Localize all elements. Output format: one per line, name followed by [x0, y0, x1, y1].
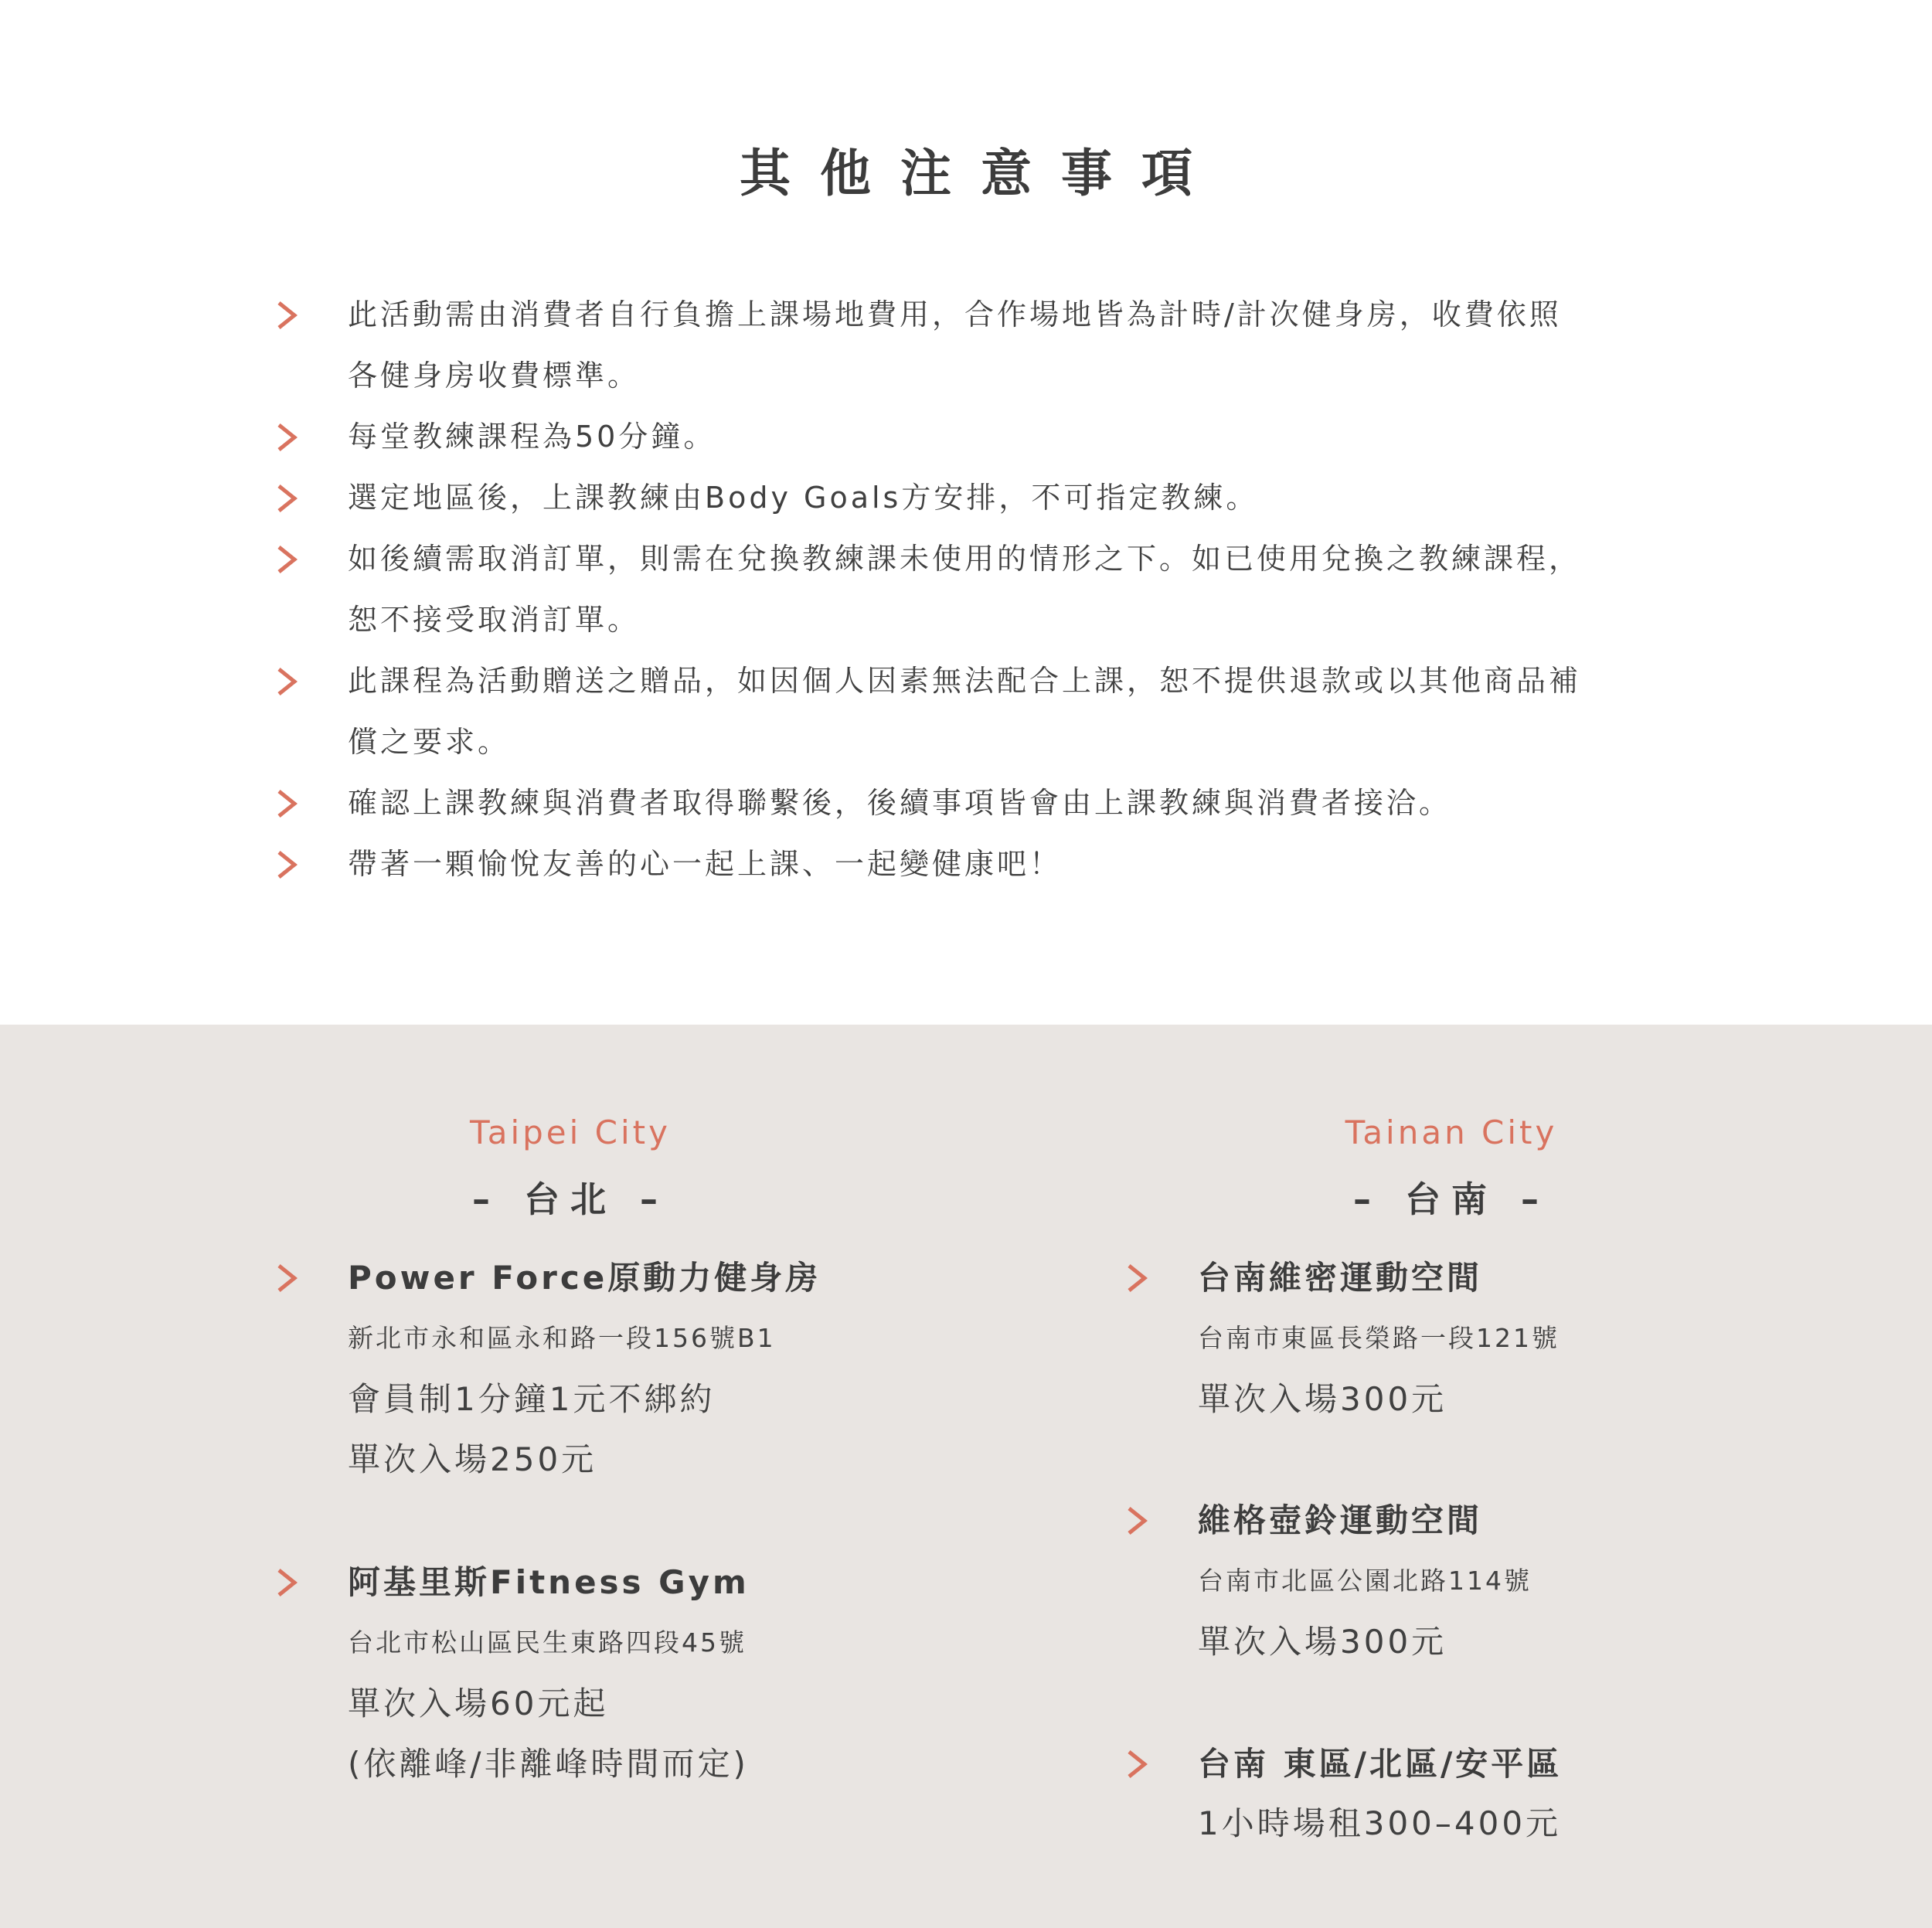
venue-price: 單次入場300元: [1198, 1380, 1447, 1418]
chevron-right-icon: [1124, 1263, 1151, 1294]
chevron-right-icon: [274, 483, 301, 514]
note-text: 帶著一顆愉悅友善的心一起上課、一起變健康吧！: [348, 847, 1063, 881]
venue-price: 1小時場租300–400元: [1198, 1804, 1562, 1842]
city-name-zh: – 台南 –: [1352, 1178, 1550, 1220]
note-item: [274, 651, 1681, 773]
venue-address: 台北市松山區民生東路四段45號: [348, 1627, 747, 1658]
note-item: [274, 529, 1681, 651]
venue-price: 會員制1分鐘1元不綁約: [348, 1380, 716, 1418]
note-text: 確認上課教練與消費者取得聯繫後，後續事項皆會由上課教練與消費者接洽。: [348, 786, 1452, 820]
venue-item: [1124, 1491, 1820, 1672]
note-text-cont: 償之要求。: [348, 725, 511, 759]
chevron-right-icon: [274, 1567, 301, 1598]
note-text: 如後續需取消訂單，則需在兌換教練課未使用的情形之下。如已使用兌換之教練課程，: [348, 542, 1582, 576]
venue-address: 新北市永和區永和路一段156號B1: [348, 1323, 776, 1353]
venue-item: [1124, 1735, 1820, 1854]
venue-item: [274, 1553, 970, 1794]
venue-name: 台南 東區/北區/安平區: [1198, 1745, 1563, 1783]
venue-name: 維格壺鈴運動空間: [1198, 1501, 1483, 1539]
note-item: [274, 468, 1681, 529]
venue-name: 台南維密運動空間: [1198, 1259, 1483, 1297]
note-text-cont: 各健身房收費標準。: [348, 359, 641, 393]
city-name-en: Tainan City: [1345, 1114, 1558, 1151]
note-item: [274, 773, 1681, 834]
venue-item: [274, 1249, 970, 1490]
venue-address: 台南市北區公園北路114號: [1198, 1566, 1532, 1596]
note-text: 此活動需由消費者自行負擔上課場地費用，合作場地皆為計時/計次健身房，收費依照: [348, 298, 1562, 332]
page-title: 其他注意事項: [740, 144, 1222, 203]
note-item: [274, 284, 1681, 406]
chevron-right-icon: [274, 300, 301, 331]
city-name-en: Taipei City: [470, 1114, 671, 1151]
chevron-right-icon: [274, 422, 301, 453]
note-item: [274, 834, 1681, 895]
venue-name: Power Force原動力健身房: [348, 1259, 821, 1297]
venue-price: 單次入場60元起: [348, 1685, 609, 1722]
venue-note: (依離峰/非離峰時間而定): [348, 1745, 749, 1783]
chevron-right-icon: [274, 849, 301, 880]
venue-address: 台南市東區長榮路一段121號: [1198, 1323, 1560, 1353]
venue-item: [1124, 1249, 1820, 1430]
note-text: 此課程為活動贈送之贈品，如因個人因素無法配合上課，恕不提供退款或以其他商品補: [348, 664, 1582, 698]
chevron-right-icon: [274, 788, 301, 819]
chevron-right-icon: [274, 544, 301, 575]
note-item: [274, 406, 1681, 468]
gym-locations-section: [0, 1025, 1932, 1928]
venue-price: 單次入場300元: [1198, 1623, 1447, 1661]
chevron-right-icon: [1124, 1749, 1151, 1780]
note-text-cont: 恕不接受取消訂單。: [348, 603, 641, 637]
notes-list: [274, 284, 1681, 895]
venue-price: 單次入場250元: [348, 1440, 597, 1478]
city-name-zh: – 台北 –: [471, 1178, 669, 1220]
chevron-right-icon: [274, 666, 301, 697]
chevron-right-icon: [1124, 1505, 1151, 1536]
chevron-right-icon: [274, 1263, 301, 1294]
note-text: 選定地區後，上課教練由Body Goals方安排，不可指定教練。: [348, 481, 1259, 515]
note-text: 每堂教練課程為50分鐘。: [348, 420, 716, 454]
venue-name: 阿基里斯Fitness Gym: [348, 1563, 750, 1601]
